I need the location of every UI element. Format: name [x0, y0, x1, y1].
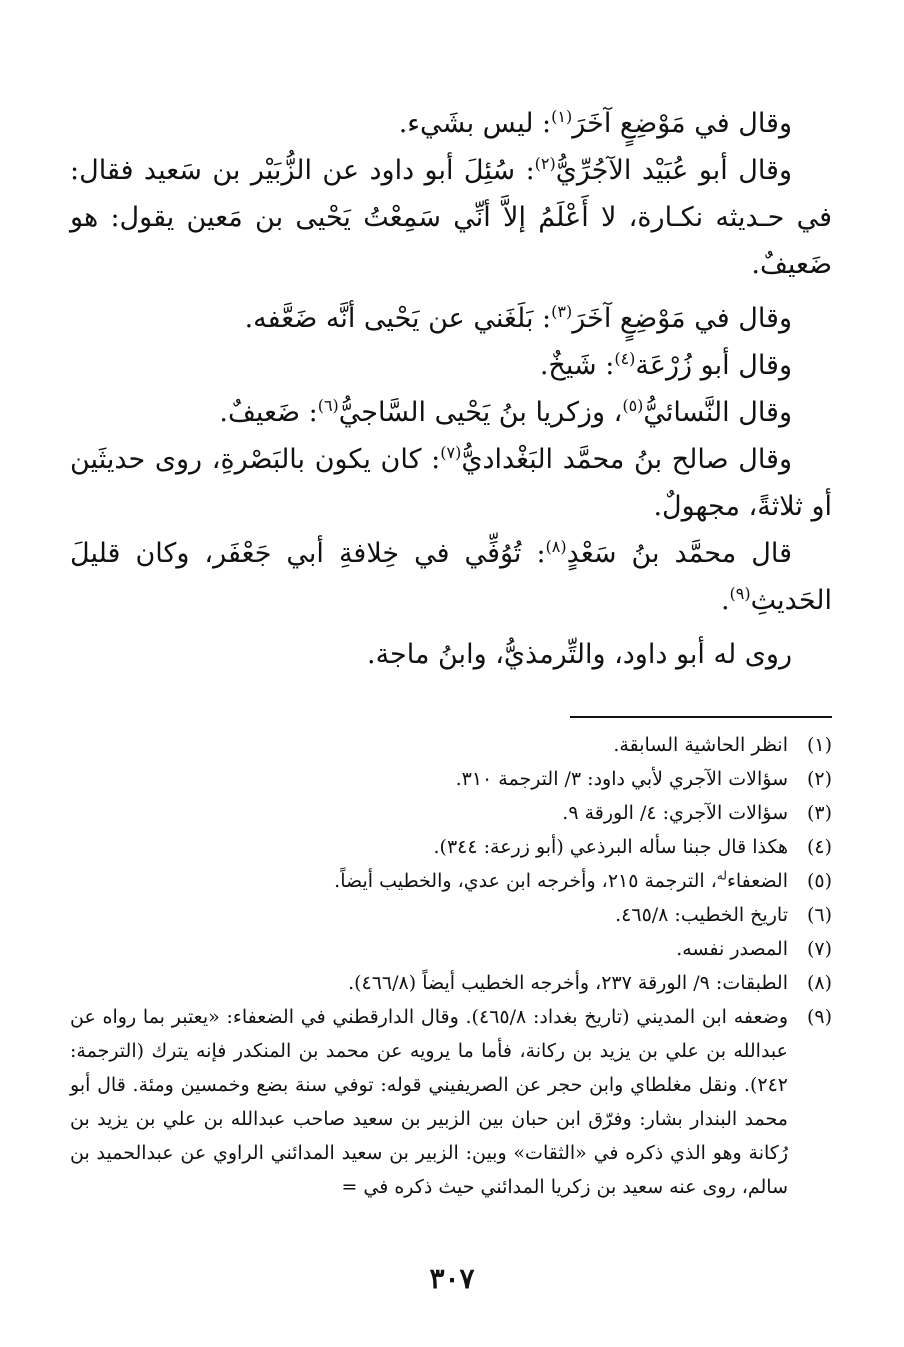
paragraph-4 — [70, 342, 832, 389]
footnote-text: المصدر نفسه. — [676, 938, 788, 960]
paragraph-1 — [70, 100, 832, 147]
paragraph-text: : بَلَغَني عن يَحْيى أنَّه ضَعَّفه. — [244, 303, 552, 334]
paragraph-text: وقال في مَوْضِعٍ آخَرَ — [572, 303, 792, 334]
paragraph-text: : شَيخٌ. — [539, 350, 615, 381]
footnote-reference: (١) — [551, 107, 573, 126]
footnote-7 — [70, 932, 832, 966]
paragraph-text: : سُئِلَ أبو داود عن الزُّبَيْر بن سَعيد فقال: في حـديثه نكـارة، لا أَعْلَمُ إلاَّ أنِّي سَمِعْتُ يَحْيى بن مَعين يقول: هو ضَعيفٌ. — [70, 155, 832, 280]
footnote-reference: (٧) — [440, 443, 462, 462]
footnote-number: (١) — [806, 734, 832, 756]
page-number: ٣٠٧ — [429, 1262, 475, 1295]
footnote-1 — [70, 728, 832, 762]
paragraph-text: وقال أبو عُبَيْد الآجُرِّيُّ — [555, 155, 792, 186]
paragraph-text: وقال أبو زُرْعَة — [635, 350, 792, 381]
footnote-text: سؤالات الآجري: ٤/ الورقة ٩. — [562, 802, 788, 824]
footnote-reference: (٣) — [551, 302, 573, 321]
footnote-text-part: الضعفاء — [726, 870, 788, 892]
footnote-9 — [70, 1000, 832, 1204]
paragraph-8 — [70, 631, 832, 678]
footnote-8 — [70, 966, 832, 1000]
paragraph-2 — [70, 147, 832, 288]
footnote-reference: (٨) — [545, 537, 567, 556]
footnote-superscript: له — [716, 868, 727, 883]
footnote-5 — [70, 864, 832, 898]
paragraph-text: وقال في مَوْضِعٍ آخَرَ — [572, 108, 792, 139]
footnote-text: سؤالات الآجري لأبي داود: ٣/ الترجمة ٣١٠. — [455, 768, 788, 790]
footnote-number: (٧) — [806, 938, 832, 960]
paragraph-text: : ضَعيفٌ. — [219, 397, 318, 428]
paragraph-text: روى له أبو داود، والتِّرمذيُّ، وابنُ ماجة. — [366, 639, 792, 670]
paragraph-3 — [70, 295, 832, 342]
footnote-reference: (٩) — [729, 584, 751, 603]
paragraph-text: ، وزكريا بنُ يَحْيى السَّاجيُّ — [338, 397, 623, 428]
paragraph-5 — [70, 389, 832, 436]
footnote-3 — [70, 796, 832, 830]
footnote-number: (٨) — [806, 972, 832, 994]
footnote-text: انظر الحاشية السابقة. — [613, 734, 788, 756]
footnote-text: وضعفه ابن المديني (تاريخ بغداد: ٤٦٥/٨). وقال الدارقطني في الضعفاء: «يعتبر بما رواه عن عبدالله بن علي بن يزيد بن ركانة، فأما ما يرويه عن محمد بن المنكدر فإنه يترك (الترجمة: ٢٤٢). ونقل مغلطاي وابن حجر عن الصريفيني قوله: توفي سنة بضع وخمسين ومئة. قال أبو محمد البندار بشار: وفرّق ابن حبان بين الزبير بن سعيد صاحب عبدالله بن علي بن يزيد بن رُكانة وهو الذي ذكره في «الثقات» وبين: الزبير بن سعيد المدائني الراوي عن عبدالحميد بن سالم، روى عنه سعيد بن زكريا المدائني حيث ذكره في = — [70, 1006, 789, 1198]
footnote-text: الطبقات: ٩/ الورقة ٢٣٧، وأخرجه الخطيب أيضاً (٤٦٦/٨). — [348, 972, 788, 994]
footnote-2 — [70, 762, 832, 796]
paragraph-text: قال محمَّد بنُ سَعْدٍ — [566, 538, 792, 569]
footnotes — [70, 728, 832, 1204]
paragraph-text: : تُوُفِّي في خِلافةِ أبي جَعْفَر، وكان قليلَ الحَديثِ — [70, 538, 832, 616]
footnote-number: (٦) — [806, 904, 832, 926]
footnote-text-part: ، الترجمة ٢١٥، وأخرجه ابن عدي، والخطيب أيضاً. — [334, 870, 717, 892]
footnote-reference: (٥) — [622, 396, 644, 415]
paragraph-text: : كان يكون بالبَصْرةِ، روى حديثَين أو ثلاثةً، مجهولٌ. — [70, 444, 832, 522]
footnote-reference: (٤) — [614, 349, 636, 368]
footnote-number: (٥) — [806, 870, 832, 892]
main-text — [70, 100, 832, 678]
footnote-separator — [570, 716, 832, 718]
paragraph-text: وقال صالح بنُ محمَّد البَغْداديُّ — [461, 444, 793, 475]
paragraph-text: : ليس بشَيء. — [398, 108, 552, 139]
paragraph-7 — [70, 530, 832, 624]
footnote-6 — [70, 898, 832, 932]
footnote-number: (٢) — [806, 768, 832, 790]
footnote-number: (٩) — [806, 1006, 832, 1028]
footnote-4 — [70, 830, 832, 864]
footnote-reference: (٦) — [317, 396, 339, 415]
footnote-number: (٣) — [806, 802, 832, 824]
paragraph-text: . — [720, 585, 730, 616]
paragraph-text: وقال النَّسائيُّ — [643, 397, 792, 428]
footnote-text: هكذا قال جبنا سأله البرذعي (أبو زرعة: ٣٤٤). — [433, 836, 788, 858]
footnote-text — [70, 864, 788, 898]
footnote-reference: (٢) — [534, 154, 556, 173]
footnote-number: (٤) — [806, 836, 832, 858]
footnote-text: تاريخ الخطيب: ٤٦٥/٨. — [615, 904, 788, 926]
paragraph-6 — [70, 436, 832, 530]
